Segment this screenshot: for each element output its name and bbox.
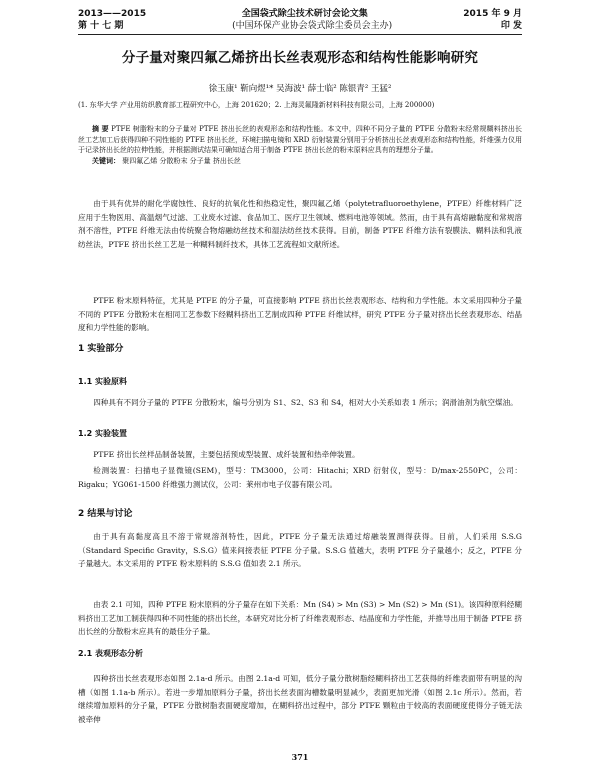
section-1-heading: 1 实验部分 bbox=[78, 344, 124, 354]
keywords-text: 聚四氟乙烯 分散粉末 分子量 挤出长丝 bbox=[122, 156, 241, 165]
intro-paragraph-2: PTFE 粉末原料特征，尤其是 PTFE 的分子量，可直接影响 PTFE 挤出长丝表观形态、结构和力学性能。本文采用四种分子量不同的 PTFE 分散粉末在相同工艺参数下经糊料挤出工艺制成四种 PTFE 纤维试样，研究 PTFE 分子量对挤出长丝表观形态、结晶度和力学性能的影响。 bbox=[78, 296, 522, 332]
header-issue: 第 十 七 期 bbox=[78, 21, 124, 31]
section-1-1-text: 四种具有不同分子量的 PTFE 分散粉末，编号分别为 S1、S2、S3 和 S4，相对大小关系如表 1 所示；润滑油剂为航空煤油。 bbox=[93, 398, 518, 407]
section-2-paragraph-2: 由表 2.1 可知，四种 PTFE 粉末原料的分子量存在如下关系：Mn (S4) > Mn (S3) > Mn (S2) > Mn (S1)。该四种原料经糊料挤出工艺加工制获得四种不同性能的挤出长丝，本研究对比分析了纤维表观形态、结晶度和力学性能，并推导出用于制备 PTFE 挤出长丝的分散粉末应具有的最佳分子量。 bbox=[78, 600, 522, 636]
header-organizer: (中国环保产业协会袋式除尘委员会主办) bbox=[232, 21, 393, 31]
section-2-1-heading: 2.1 表观形态分析 bbox=[78, 649, 143, 658]
page-number: 371 bbox=[291, 752, 309, 762]
author-list: 徐玉康¹ 靳向煜¹* 吴海波¹ 薛士临² 陈银青² 王猛² bbox=[208, 84, 392, 94]
header-printed: 印 发 bbox=[500, 21, 522, 31]
paper-title: 分子量对聚四氟乙烯挤出长丝表观形态和结构性能影响研究 bbox=[121, 50, 479, 66]
intro-paragraph-1: 由于具有优异的耐化学腐蚀性、良好的抗氧化性和热稳定性，聚四氟乙烯（polytetrafluoroethylene，PTFE）纤维材料广泛应用于生物医用、高温烟气过滤、工业废水过滤、食品加工、医疗卫生领域、燃料电池等领域。然而，由于具有高熔融黏度和常规溶剂不溶性，PTFE 纤维无法由传统聚合物熔融纺丝技术和湿法纺丝技术获得。目前，制备 PTFE 纤维方法有裂膜法、糊料法和乳液纺丝法，PTFE 挤出长丝工艺是一种糊料制纤技术，具体工艺流程如文献所述。 bbox=[78, 199, 522, 249]
abstract-label: 摘 要 bbox=[92, 125, 109, 133]
header-date: 2015 年 9 月 bbox=[463, 9, 522, 19]
affiliation: (1. 东华大学 产业用纺织教育部工程研究中心，上海 201620；2. 上海灵氟隆新材料科技有限公司，上海 200000) bbox=[78, 101, 435, 109]
keywords-label: 关键词： bbox=[92, 156, 120, 165]
section-2-1-text: 四种挤出长丝表观形态如图 2.1a-d 所示。由图 2.1a-d 可知，低分子量分散树脂经糊料挤出工艺获得的纤维表面带有明显的沟槽（如图 1.1a-b 所示）。若进一步增加原料分子量，挤出长丝表面沟槽数量明显减少，表面更加光滑（如图 2.1c 所示）。然而，若继续增加原料的分子量，PTFE 分散树脂表面硬度增加，在糊料挤出过程中，部分 PTFE 颗粒由于较高的表面硬度使得分子链无法被牵伸 bbox=[78, 674, 522, 724]
abstract-block bbox=[78, 124, 522, 166]
section-1-2-paragraph-2: 检测装置：扫描电子显微镜(SEM)，型号：TM3000，公司：Hitachi；XRD 衍射仪，型号：D/max-2550PC，公司：Rigaku；YG061-1500 纤维强力测试仪，公司：莱州市电子仪器有限公司。 bbox=[78, 466, 522, 489]
section-1-2-paragraph-1: PTFE 挤出长丝样品制备装置，主要包括预成型装置、成纤装置和热牵伸装置。 bbox=[93, 450, 360, 459]
section-2-heading: 2 结果与讨论 bbox=[78, 509, 133, 519]
section-2-paragraph-1: 由于具有高黏度高且不溶于常规溶剂特性，因此，PTFE 分子量无法通过熔融装置测得获得。目前，人们采用 S.S.G（Standard Specific Gravity，S.S.G）值来间接表征 PTFE 分子量。S.S.G 值越大，表明 PTFE 分子量越小；反之，PTFE 分子量越大。本文采用的 PTFE 粉末原料的 S.S.G 值如表 2.1 所示。 bbox=[78, 532, 522, 568]
section-1-2-heading: 1.2 实验装置 bbox=[78, 429, 127, 438]
header-divider bbox=[78, 34, 522, 35]
running-header bbox=[78, 8, 522, 32]
header-years: 2013——2015 bbox=[78, 9, 147, 19]
section-1-1-heading: 1.1 实验原料 bbox=[78, 377, 127, 386]
abstract-text: PTFE 树脂粉末的分子量对 PTFE 挤出长丝的表观形态和结构性能。本文中，四种不同分子量的 PTFE 分散粉末经常规糊料挤出长丝工艺加工后获得四种不同性能的 PTFE 挤出长丝，环境扫描电镜和 XRD 衍射装置分别用于分析挤出长丝表观形态和结构性能，纤维强力仪用于记录挤出长丝的拉伸性能，并根据测试结果可确知适合用于制备 PTFE 挤出长丝的粉末原料应具有的理想分子量。 bbox=[78, 125, 523, 155]
header-proceedings-title: 全国袋式除尘技术研讨会论文集 bbox=[241, 9, 368, 19]
